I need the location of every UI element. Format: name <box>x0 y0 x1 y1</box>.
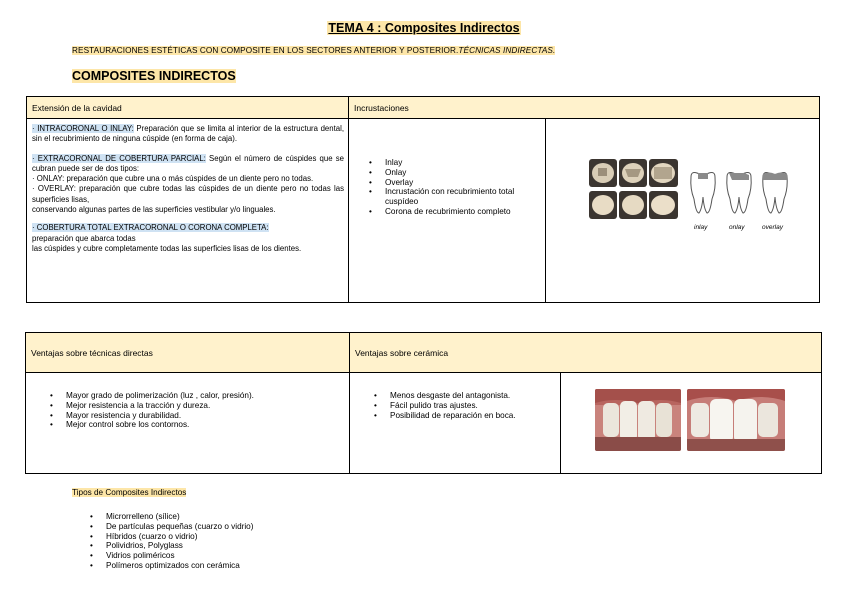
table2-header-ceramic: Ventajas sobre cerámica <box>350 333 822 373</box>
advantages-direct-cell <box>26 373 350 474</box>
list-item: • De partículas pequeñas (cuarzo o vidrio) <box>90 522 253 532</box>
list-item: • Mayor grado de polimerización (luz , calor, presión). <box>50 391 349 401</box>
list-item: • Onlay <box>369 168 519 178</box>
list-item: • Posibilidad de reparación en boca. <box>374 411 560 421</box>
tooth-diagrams <box>688 169 792 221</box>
types-title: Tipos de Composites Indirectos <box>72 488 187 497</box>
molar-photo-grid <box>588 157 680 225</box>
inlay-types-cell <box>349 119 546 303</box>
list-item: • Mejor resistencia a la tracción y dureza. <box>50 401 349 411</box>
list-item: • Corona de recubrimiento completo <box>369 207 519 217</box>
page-title: TEMA 4 : Composites Indirectos <box>328 21 520 35</box>
teeth-photos-cell <box>561 373 822 474</box>
list-item: • Mayor resistencia y durabilidad. <box>50 411 349 421</box>
inlay-images-cell <box>546 119 820 303</box>
advantages-direct-list <box>50 391 349 430</box>
table2-header-direct: Ventajas sobre técnicas directas <box>26 333 350 373</box>
list-item: • Microrrelleno (sílice) <box>90 512 253 522</box>
definition-intracoronal: · INTRACORONAL O INLAY: Preparación que se limita al interior de la estructura dental, sin el recubrimiento de ninguna cúspide (en forma de caja). <box>32 124 344 144</box>
page-subtitle: RESTAURACIONES ESTÉTICAS CON COMPOSITE EN LOS SECTORES ANTERIOR Y POSTERIOR.TÉCNICAS INDIRECTAS. <box>72 46 556 55</box>
definition-full-crown: · COBERTURA TOTAL EXTRACORONAL O CORONA COMPLETA: preparación que abarca todas las cúspides y cubre completamente todas las superficies lisas de los dientes. <box>32 223 302 253</box>
list-item: • Inlay <box>369 158 519 168</box>
section-title: COMPOSITES INDIRECTOS <box>72 69 236 83</box>
cavity-extension-table <box>26 96 820 303</box>
teeth-photo-after <box>687 389 785 451</box>
list-item: • Híbridos (cuarzo o vidrio) <box>90 532 253 542</box>
list-item: • Incrustación con recubrimiento total cuspídeo <box>369 187 519 207</box>
teeth-photo-before <box>595 389 681 451</box>
advantages-ceramic-list <box>374 391 560 420</box>
table1-header-cavity: Extensión de la cavidad <box>27 97 349 119</box>
list-item: • Polímeros optimizados con cerámica <box>90 561 253 571</box>
tooth-label: inlay <box>694 224 708 231</box>
list-item: • Polividrios, Polyglass <box>90 541 253 551</box>
cavity-definitions-cell <box>27 119 349 303</box>
definition-extracoronal-partial: · EXTRACORONAL DE COBERTURA PARCIAL: Según el número de cúspides que se cubran puede ser de dos tipos: · ONLAY: preparación que cubre una o más cúspides de un diente pero no todas. · OVERLAY: preparación que cubre todas las cúspides de un diente pero no todas las superficies lisas, conservando algunas partes de las superficies vestibular y/o linguales. <box>32 153 344 215</box>
types-list <box>90 512 253 571</box>
advantages-ceramic-cell <box>350 373 561 474</box>
advantages-table <box>25 332 822 474</box>
list-item: • Fácil pulido tras ajustes. <box>374 401 560 411</box>
table1-header-inlays: Incrustaciones <box>349 97 820 119</box>
list-item: • Mejor control sobre los contornos. <box>50 420 349 430</box>
tooth-label: overlay <box>762 224 783 231</box>
tooth-label: onlay <box>729 224 745 231</box>
list-item: • Menos desgaste del antagonista. <box>374 391 560 401</box>
list-item: • Vidrios poliméricos <box>90 551 253 561</box>
list-item: • Overlay <box>369 178 519 188</box>
inlay-types-list <box>369 158 519 217</box>
